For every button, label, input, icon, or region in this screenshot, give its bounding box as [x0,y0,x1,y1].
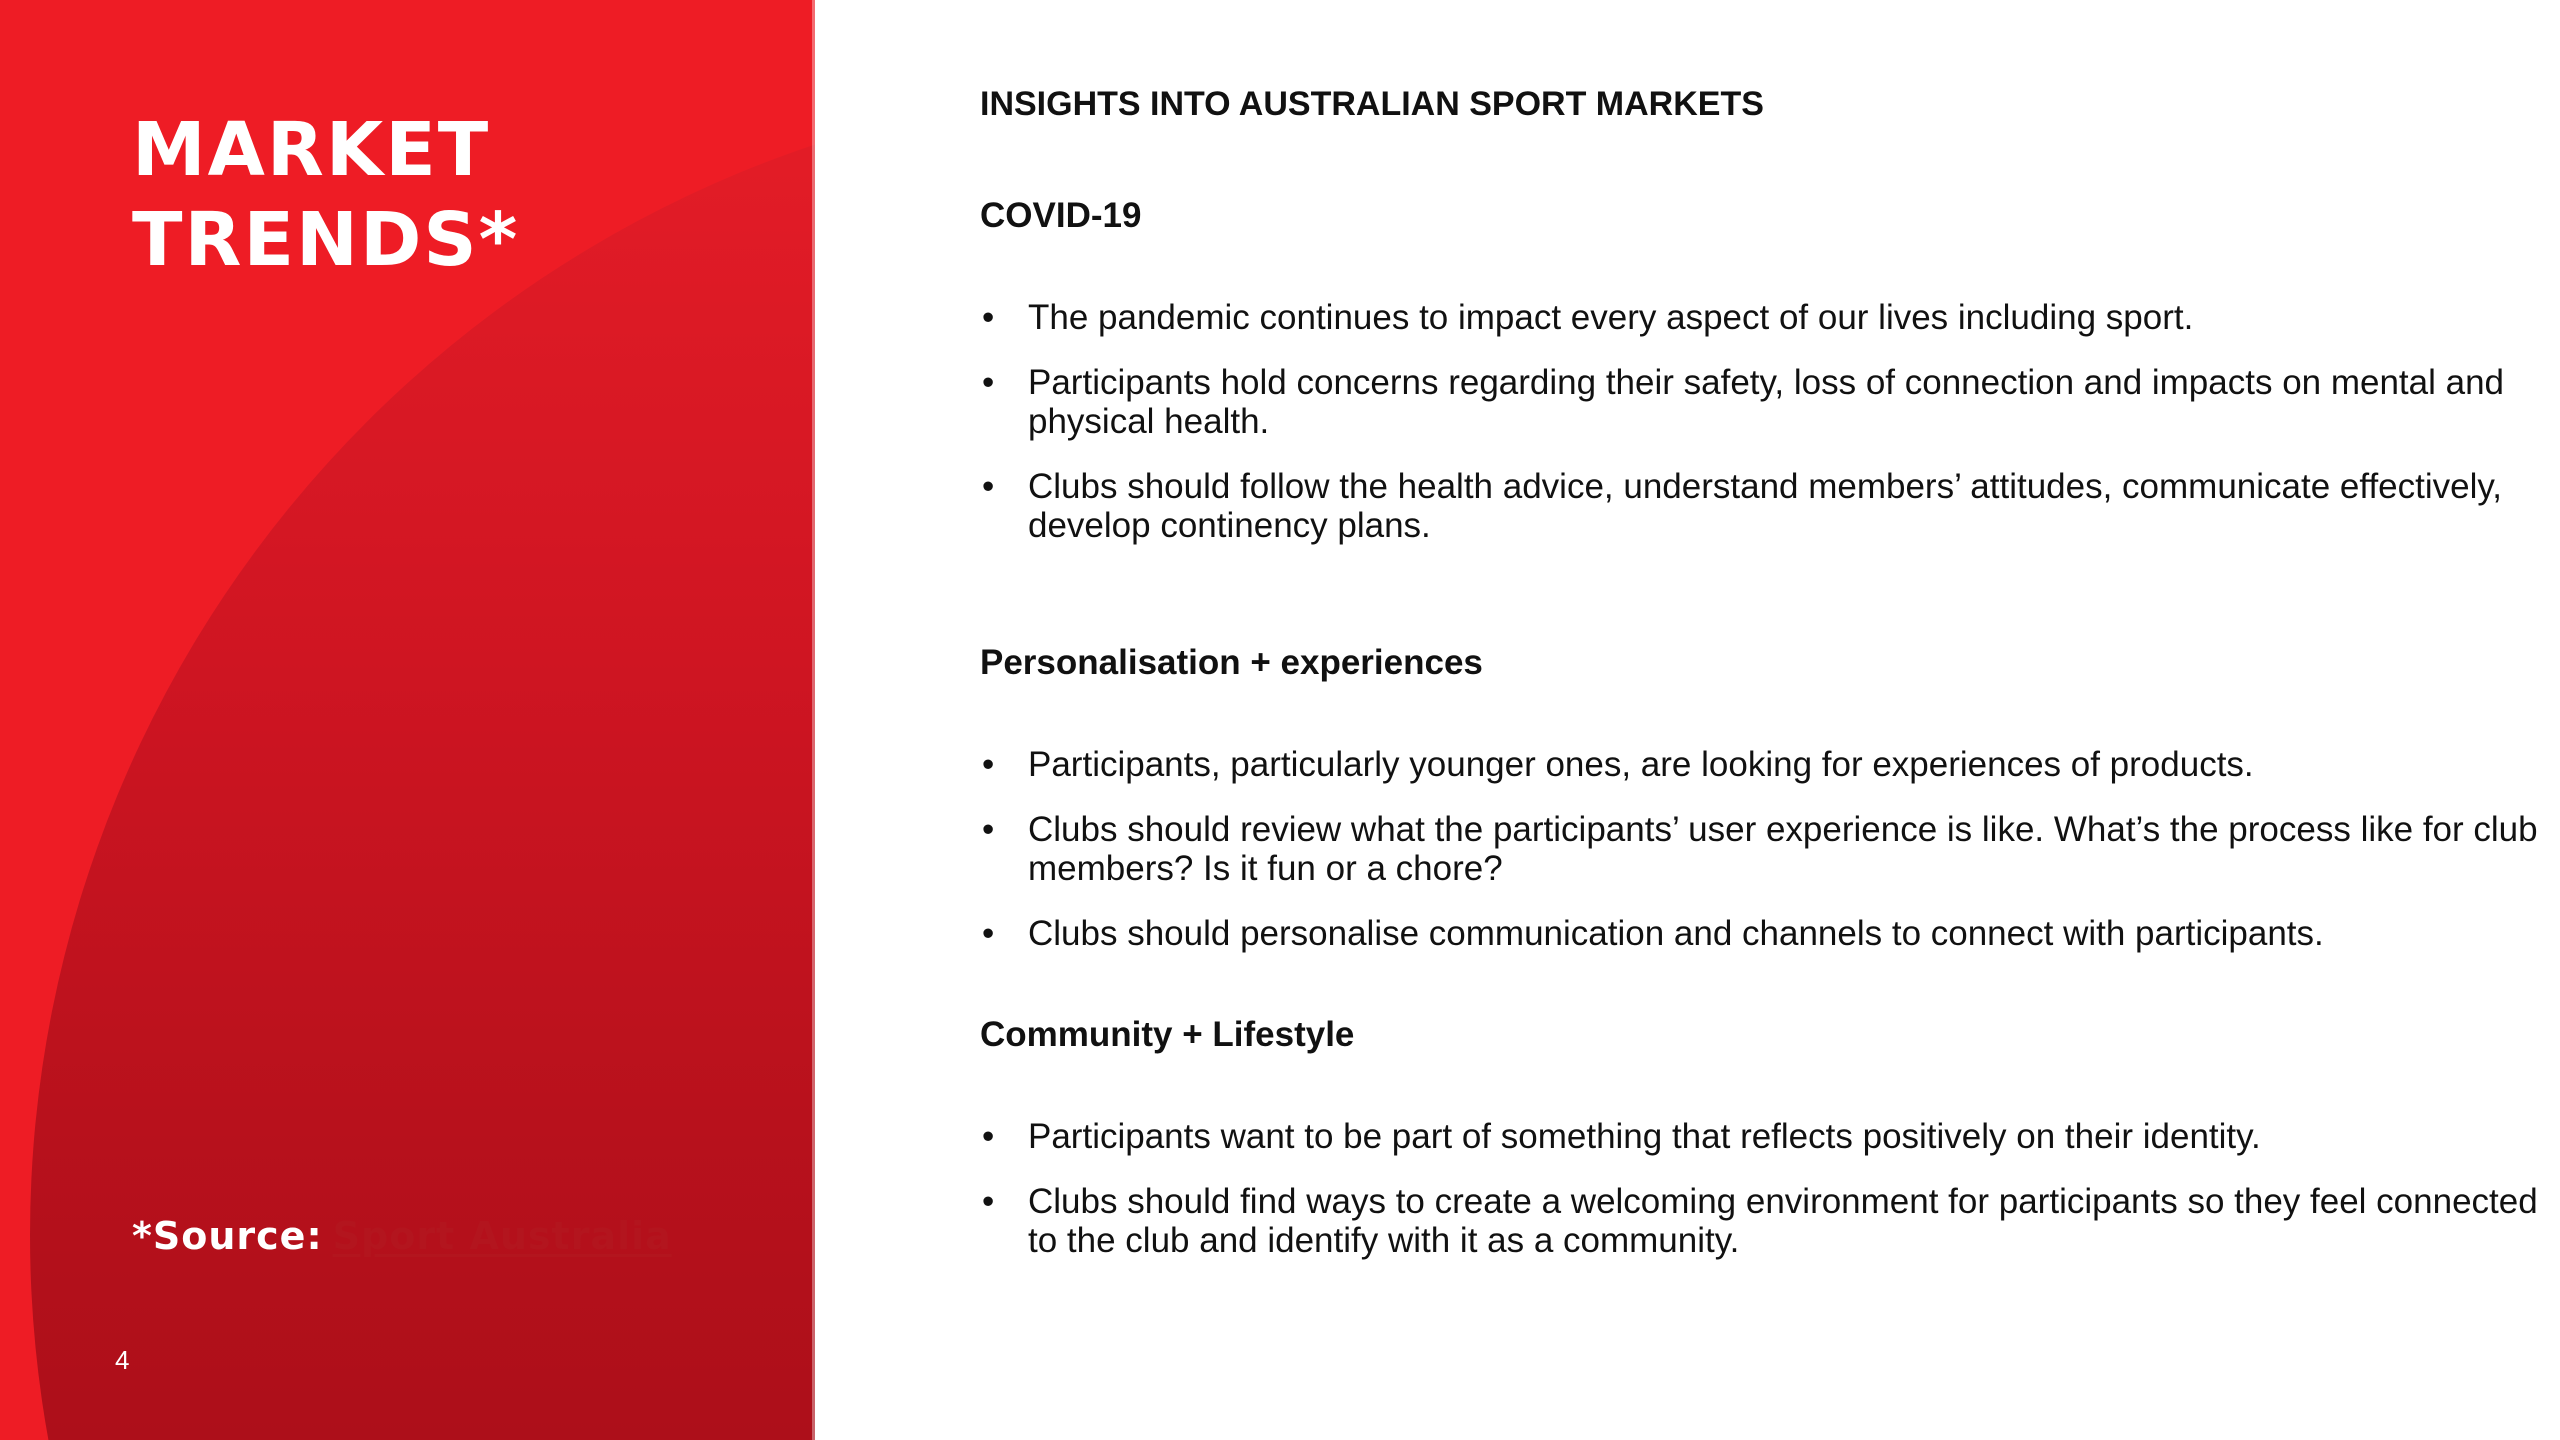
bullet-item: • Clubs should follow the health advice, understand members’ attitudes, communicate effectively, develop continency plans. [980,467,2540,545]
section-title: Personalisation + experiences [980,643,1483,682]
section-personalisation [980,641,2540,953]
bullet-item: • The pandemic continues to impact every aspect of our lives including sport. [980,298,2540,337]
slide-title-line-1: MARKET [132,107,491,193]
source-label: *Source: [132,1214,323,1258]
content-heading: INSIGHTS INTO AUSTRALIAN SPORT MARKETS [980,85,1764,123]
slide-title [132,105,692,285]
bullet-item: • Participants, particularly younger ones, are looking for experiences of products. [980,745,2540,784]
page-number: 4 [115,1345,130,1375]
source-link[interactable]: Sport Australia [332,1214,672,1258]
slide-title-line-2: TRENDS* [132,197,520,283]
bullet-item: • Participants hold concerns regarding their safety, loss of connection and impacts on mental and physical health. [980,363,2540,441]
section-title: Community + Lifestyle [980,1015,1355,1054]
bullet-item: • Clubs should personalise communication and channels to connect with participants. [980,914,2540,953]
bullet-item: • Clubs should find ways to create a welcoming environment for participants so they feel connected to the club and identify with it as a community. [980,1182,2540,1260]
section-covid [980,194,2540,545]
bullet-list [980,745,2540,953]
section-title: COVID-19 [980,196,1142,235]
section-community [980,1013,2540,1260]
title-panel [0,0,815,1440]
bullet-list [980,298,2540,545]
content-area [980,82,2540,1260]
bullet-item: • Participants want to be part of something that reflects positively on their identity. [980,1117,2540,1156]
panel-divider [812,0,815,1440]
bullet-list [980,1117,2540,1260]
bullet-item: • Clubs should review what the participants’ user experience is like. What’s the process like for club members? Is it fun or a chore? [980,810,2540,888]
source-citation [132,1212,672,1260]
